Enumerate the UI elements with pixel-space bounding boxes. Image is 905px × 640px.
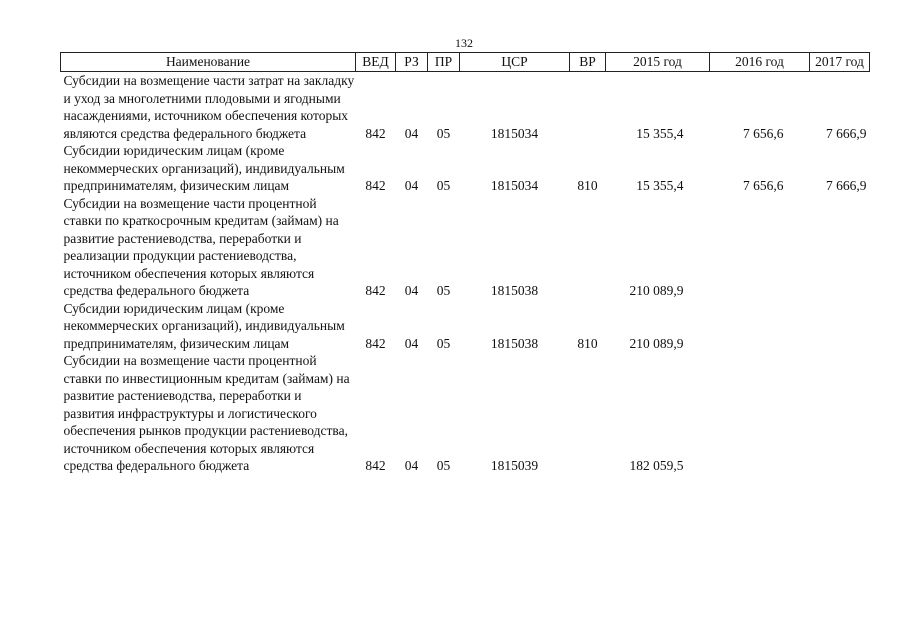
row-2015: 15 355,4 xyxy=(636,178,684,193)
table-row xyxy=(61,195,870,300)
header-2015: 2015 год xyxy=(606,53,710,72)
row-2017 xyxy=(810,352,870,475)
table-row xyxy=(61,300,870,353)
row-name: Субсидии на возмещение части процентной ставки по краткосрочным кредитам (займам) на развитие растениеводства, переработки и реализации продукции растениеводства, источником обеспечения которых являются средства федерального бюджета xyxy=(63,195,339,298)
row-name: Субсидии юридическим лицам (кроме некоммерческих организаций), индивидуальным предпринимателям, физическим лицам xyxy=(63,300,345,351)
table-header-row xyxy=(61,53,870,72)
table-row xyxy=(61,352,870,475)
row-2016: 7 656,6 xyxy=(743,178,784,193)
row-2015: 182 059,5 xyxy=(629,458,684,473)
row-vr xyxy=(570,72,606,143)
budget-table xyxy=(60,52,870,475)
row-ved: 842 xyxy=(365,125,386,141)
row-pr: 05 xyxy=(436,125,451,141)
row-vr: 810 xyxy=(577,178,598,193)
header-2017: 2017 год xyxy=(810,53,870,72)
row-2017: 7 666,9 xyxy=(826,125,867,141)
row-rz: 04 xyxy=(404,125,419,141)
row-2017: 7 666,9 xyxy=(826,178,867,193)
row-ved: 842 xyxy=(365,178,386,193)
header-csr: ЦСР xyxy=(460,53,570,72)
row-ved: 842 xyxy=(365,283,386,298)
row-rz: 04 xyxy=(404,458,419,473)
header-2016: 2016 год xyxy=(710,53,810,72)
page-number: 132 xyxy=(455,36,473,50)
row-pr: 05 xyxy=(436,335,451,351)
row-csr: 1815038 xyxy=(490,335,539,351)
row-rz: 04 xyxy=(404,335,419,351)
row-2015: 210 089,9 xyxy=(629,283,684,298)
row-2016 xyxy=(710,352,810,475)
row-2017 xyxy=(810,300,870,353)
row-ved: 842 xyxy=(365,458,386,473)
header-vr: ВР xyxy=(570,53,606,72)
row-csr: 1815034 xyxy=(490,178,539,193)
row-rz: 04 xyxy=(404,283,419,298)
row-rz: 04 xyxy=(404,178,419,193)
row-2015: 210 089,9 xyxy=(629,335,684,351)
row-2016 xyxy=(710,300,810,353)
header-ved: ВЕД xyxy=(356,53,396,72)
row-pr: 05 xyxy=(436,178,451,193)
row-csr: 1815039 xyxy=(490,458,539,473)
row-name: Субсидии юридическим лицам (кроме некоммерческих организаций), индивидуальным предпринимателям, физическим лицам xyxy=(63,143,345,193)
header-rz: РЗ xyxy=(396,53,428,72)
row-2015: 15 355,4 xyxy=(636,125,684,141)
table-row xyxy=(61,142,870,195)
row-vr xyxy=(570,352,606,475)
row-2016: 7 656,6 xyxy=(743,125,784,141)
row-vr: 810 xyxy=(577,335,598,351)
row-csr: 1815034 xyxy=(490,125,539,141)
row-ved: 842 xyxy=(365,335,386,351)
row-csr: 1815038 xyxy=(490,283,539,298)
row-name: Субсидии на возмещение части процентной ставки по инвестиционным кредитам (займам) на развитие растениеводства, переработки и развития инфраструктуры и логистического обеспечения рынков продукции растениеводства, источником обеспечения которых являются средства федерального бюджета xyxy=(63,353,350,473)
row-name: Субсидии на возмещение части затрат на закладку и уход за многолетними плодовыми и ягодными насаждениями, источником обеспечения которых являются средства федерального бюджета xyxy=(63,73,355,141)
row-pr: 05 xyxy=(436,283,451,298)
header-name: Наименование xyxy=(61,53,356,72)
row-pr: 05 xyxy=(436,458,451,473)
table-row xyxy=(61,72,870,143)
row-2016 xyxy=(710,195,810,300)
header-pr: ПР xyxy=(428,53,460,72)
row-vr xyxy=(570,195,606,300)
row-2017 xyxy=(810,195,870,300)
